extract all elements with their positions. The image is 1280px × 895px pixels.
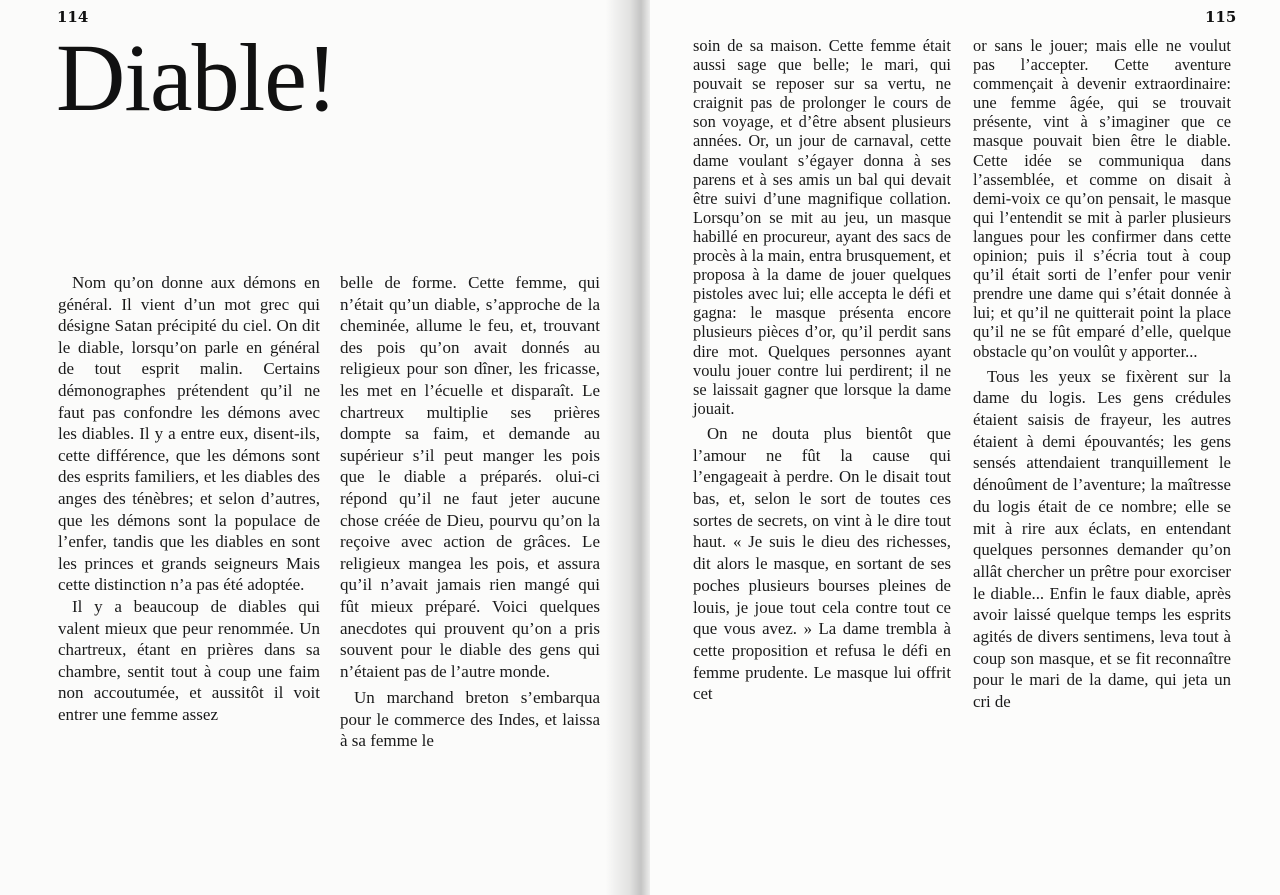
chapter-title: Diable! [56,24,337,131]
paragraph: Un marchand breton s’embarqua pour le commerce des Indes, et laissa à sa femme le [340,688,600,751]
paragraph: Il y a beaucoup de diables qui valent mieux que peur renommée. Un chartreux, étant en prières dans sa chambre, sentit tout à coup une faim non accoutumée, et aussitôt il voit entrer une femme assez [58,596,320,724]
left-column-2 [340,272,600,752]
right-column-1 [693,36,951,705]
paragraph: soin de sa maison. Cette femme était aussi sage que belle; le mari, qui pouvait se reposer sur sa vertu, ne craignit pas de prolonger le cours de son voyage, et d’être absent plusieurs années. Or, un jour de carnaval, cette dame voulant s’égayer donna à ses parens et à ses amis un bal qui devait être suivi d’une magnifique collation. Lorsqu’on se mit au jeu, un masque habillé en procureur, ayant des sacs de procès à la main, entra brusquement, et proposa à la dame de jouer quelques pistoles avec lui; elle accepta le défi et gagna: le masque présenta encore plusieurs pièces d’or, qu’il perdit sans dire mot. Quelques personnes ayant voulu jouer contre lui perdirent; il ne se laissait gagner que lorsque la dame jouait. [693,36,951,418]
paragraph: Tous les yeux se fixèrent sur la dame du logis. Les gens crédules étaient saisis de frayeur, les autres étaient à demi épouvantés; les gens sensés attendaient tranquillement le dénoûment de l’aventure; la maîtresse du logis était de ce nombre; elle se mit à rire aux éclats, en entendant quelques personnes demander qu’on allât chercher un prêtre pour exorciser le diable... Enfin le faux diable, après avoir laissé quelque temps les esprits agités de divers sentimens, leva tout à coup son masque, et se fit reconnaître pour le mari de la dame, qui jeta un cri de [973,366,1231,712]
page-number-right: 115 [1205,8,1237,26]
right-page [640,0,1280,895]
paragraph: Nom qu’on donne aux démons en général. Il vient d’un mot grec qui désigne Satan précipité du ciel. On dit le diable, lorsqu’on parle en général de tout esprit malin. Certains démonographes prétendent qu’il ne faut pas confondre les démons avec les diables. Il y a entre eux, disent-ils, cette différence, que les démons sont des esprits familiers, et les diables des anges des ténèbres; et selon d’autres, que les démons sont la populace de l’enfer, tandis que les diables en sont les princes et grands seigneurs Mais cette distinction n’a pas été adoptée. [58,273,320,595]
page-number-left: 114 [57,8,89,26]
paragraph: or sans le jouer; mais elle ne voulut pas l’accepter. Cette aventure commençait à devenir extraordinaire: une femme âgée, qui se trouvait présente, vint à s’imaginer que ce masque pouvait bien être le diable. Cette idée se communiqua dans l’assemblée, et comme on disait à demi-voix ce qu’on pensait, le masque qui l’entendit se mit à parler plusieurs langues pour les confirmer dans cette opinion; puis il s’écria tout à coup qu’il était sorti de l’enfer pour venir prendre une dame qui s’était donnée à lui; et qu’il ne quitterait point la place qu’il ne se fût emparé d’elle, quelque obstacle qu’on voulût y apporter... [973,36,1231,361]
right-column-2 [973,36,1231,713]
left-column-1 [58,272,320,725]
paragraph: belle de forme. Cette femme, qui n’était qu’un diable, s’approche de la cheminée, allume le feu, et, trouvant des pois qu’on avait donnés au religieux pour son dîner, les fricasse, les met en l’écuelle et disparaît. Le chartreux multiplie ses prières dompte sa faim, et demande au supérieur s’il peut manger les pois que le diable a préparés. olui-ci répond qu’il ne faut jeter aucune chose créée de Dieu, pourvu qu’on la reçoive avec action de grâces. Le religieux mangea les pois, et assura qu’il n’avait jamais rien mangé qui fût mieux préparé. Voici quelques anecdotes qui prouvent qu’on a pris souvent pour le diable des gens qui n’étaient pas de l’autre monde. [340,273,600,681]
paragraph: On ne douta plus bientôt que l’amour ne fût la cause qui l’engageait à perdre. On le disait tout bas, et, selon le sort de toutes ces sortes de secrets, on vint à le dire tout haut. « Je suis le dieu des richesses, dit alors le masque, en sortant de ses poches plusieurs bourses pleines de louis, je joue tout cela contre tout ce que vous avez. » La dame trembla à cette proposition et refusa le défi en femme prudente. Le masque lui offrit cet [693,423,951,704]
